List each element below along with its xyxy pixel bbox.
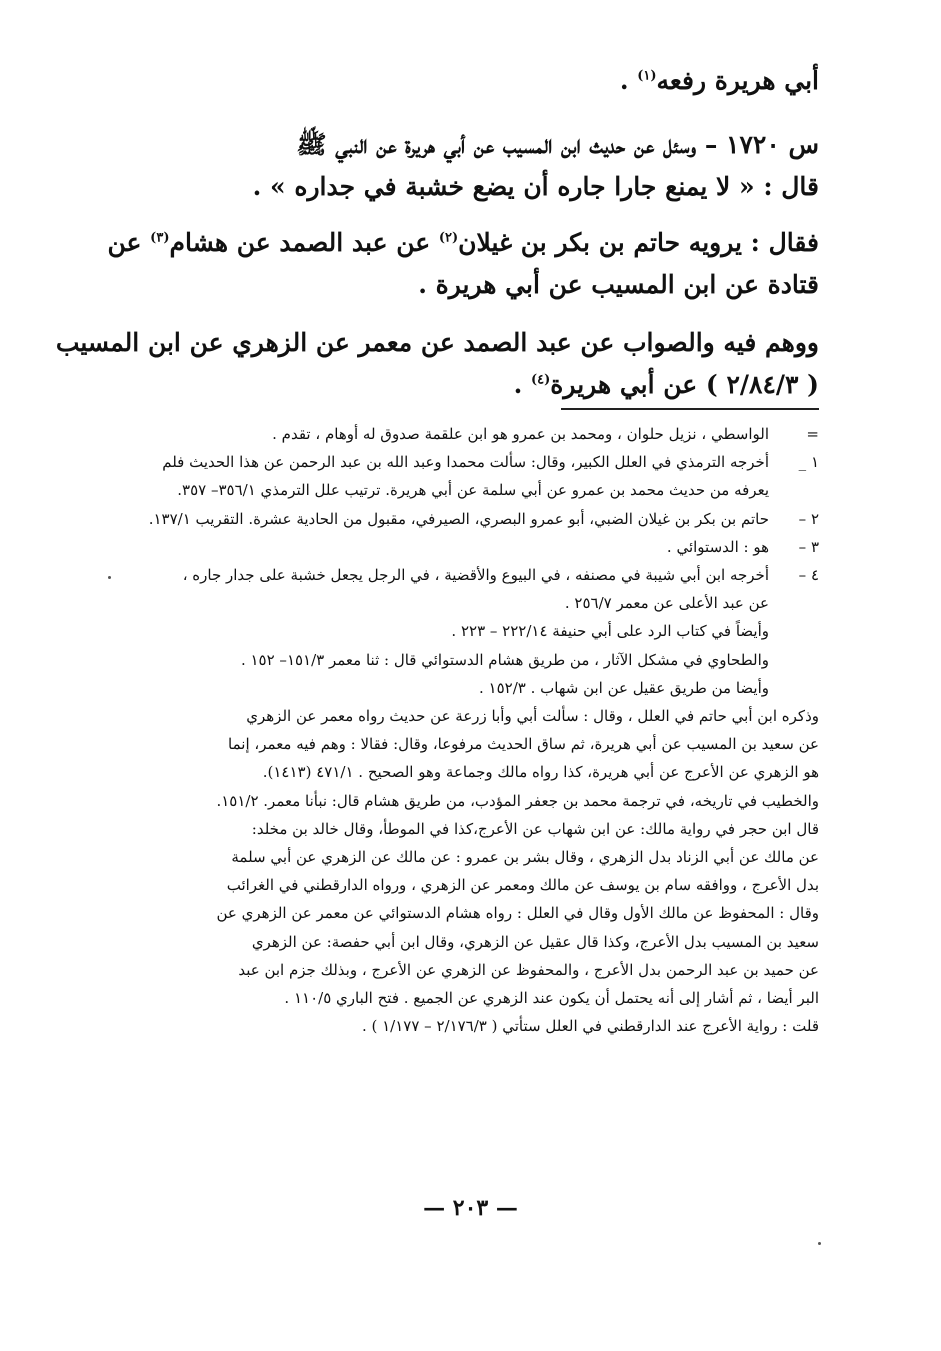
footnote-line [122,956,819,984]
footnote-text: عن حميد بن عبد الرحمن بدل الأعرج ، والمحفوظ عن الزهري عن الأعرج ، وبذلك جزم ابن عبد [238,960,819,979]
footnote-text: وقال : المحفوظ عن مالك الأول وقال في العلل : رواه هشام الدستوائي عن معمر عن الزهري عن [216,904,819,923]
footnote-text: بدل الأعرج ، ووافقه سام بن يوسف عن مالك ومعمر عن الزهري ، ورواه الدارقطني في الغرائب [226,876,819,895]
top-line-text: أبي هريرة رفعه [656,66,819,95]
conclusion-paragraph [55,322,819,406]
footnote-line [122,674,819,702]
footnotes [122,420,819,1040]
footnote-line [122,561,819,589]
footnote-line [122,646,819,674]
footnote-text: البر أيضا ، ثم أشار إلى أنه يحتمل أن يكون عند الزهري عن الجميع . فتح الباري ١١٠/٥ . [284,989,819,1008]
footnote-line [122,984,819,1012]
footnote-line [122,787,819,815]
footnote-text: سعيد بن المسيب بدل الأعرج، وكذا قال عقيل عن الزهري، وقال ابن أبي حفصة: عن الزهري [251,932,819,951]
footnote-line [122,505,819,533]
footnote-text: عن سعيد بن المسيب عن أبي هريرة، ثم ساق الحديث مرفوعا، وقال: فقالا : وهم فيه معمر، إنما [228,735,819,754]
footnote-text: هو : الدستوائي . [666,537,769,556]
footnote-text: والطحاوي في مشكل الآثار ، من طريق هشام الدستوائي قال : ثنا معمر ١٥١/٣– ١٥٢ . [240,650,769,669]
footnote-line [122,617,819,645]
footnote-text: الواسطي ، نزيل حلوان ، ومحمد بن عمرو هو ابن علقمة صدوق له أوهام ، تقدم . [272,425,769,443]
footnote-number: ١ _ [798,453,819,472]
footnote-text: حاتم بن بكر بن غيلان الضبي، أبو عمرو البصري، الصيرفي، مقبول من الحادية عشرة. التقريب ١٣٧/١. [148,509,769,528]
footnote-line [122,928,819,956]
question-paragraph [122,124,819,208]
footnote-text: عن مالك عن أبي الزناد بدل الزهري ، وقال بشر بن عمرو : عن مالك عن الزهري عن أبي سلمة [231,848,819,867]
answer-paragraph [107,222,819,306]
footnote-line [122,589,819,617]
footnote-text: وأيضاً في كتاب الرد على أبي حنيفة ٢٢٢/١٤ – ٢٢٣ . [451,622,769,641]
footnote-text: وأيضا من طريق عقيل عن ابن شهاب . ١٥٢/٣ . [479,678,769,697]
footnote-ref-4: (٤) [531,372,551,388]
footnote-number: = [806,425,819,443]
conclusion-text-b: . [513,370,531,399]
footnote-line [122,476,819,504]
conclusion-text-a: ( ٢/٨٤/٣ ) عن أبي هريرة [550,370,819,399]
question-line-1: س ١٧٢٠ – وسئل عن حديث ابن المسيب عن أبي هريرة عن النبي ﷺ [296,130,819,159]
footnote-line [122,815,819,843]
conclusion-line-1: ووهم فيه والصواب عن عبد الصمد عن معمر عن الزهري عن ابن المسيب [55,328,819,357]
footnote-line [122,899,819,927]
footnote-text: والخطيب في تاريخه، في ترجمة محمد بن جعفر المؤدب، من طريق هشام قال: نبأنا معمر. ١٥١/٢. [216,791,819,810]
footnote-line [122,871,819,899]
answer-line-1 [107,222,819,264]
footnote-text: هو الزهري عن الأعرج عن أبي هريرة، كذا رواه مالك وجماعة وهو الصحيح . ٤٧١/١ (١٤١٣). [262,763,819,782]
top-line [122,60,819,102]
footnote-text: قال ابن حجر في رواية مالك: عن ابن شهاب عن الأعرج،كذا في الموطأ، وقال خالد بن مخلد: [251,819,819,838]
answer-text-b: عن عبد الصمد عن هشام [169,228,439,257]
footnote-text: يعرفه من حديث محمد بن عمرو عن أبي سلمة عن أبي هريرة. ترتيب علل الترمذي ٣٥٦/١– ٣٥٧. [177,481,769,500]
footnote-line [122,1012,819,1040]
answer-text-a: فقال : يرويه حاتم بن بكر بن غيلان [458,228,819,257]
footnote-line [122,533,819,561]
footnote-line [122,420,819,448]
footnote-number: ٢ – [798,509,819,528]
footnote-text: قلت : رواية الأعرج عند الدارقطني في العلل ستأتي ( ٢/١٧٦/٣ – ١/١٧٧ ) . [361,1017,819,1036]
footnote-number: ٣ – [798,537,819,556]
scan-speck [818,1242,821,1245]
scan-speck [108,576,111,579]
conclusion-line-2 [122,364,819,406]
footnote-line [122,730,819,758]
footnote-line [122,758,819,786]
footnote-ref-3: (٣) [150,230,170,246]
footnote-line [122,448,819,476]
footnote-divider [561,408,819,410]
top-line-end: . [619,66,638,95]
footnote-line [122,843,819,871]
answer-text-c: عن [107,228,151,257]
answer-line-2: قتادة عن ابن المسيب عن أبي هريرة . [418,270,819,299]
footnote-text: عن عبد الأعلى عن معمر ٢٥٦/٧ . [564,594,769,613]
footnote-text: وذكره ابن أبي حاتم في العلل ، وقال : سألت أبي وأبا زرعة عن حديث رواه معمر عن الزهري [246,707,819,726]
footnote-line [122,702,819,730]
footnote-text: أخرجه الترمذي في العلل الكبير، وقال: سألت محمدا وعبد الله بن عبد الرحمن عن هذا الحديث فلم [162,453,769,472]
footnote-ref-2: (٢) [438,230,459,246]
footnote-number: ٤ – [798,566,819,585]
footnote-ref-1: (١) [637,68,657,84]
footnote-text: أخرجه ابن أبي شيبة في مصنفه ، في البيوع والأقضية ، في الرجل يجعل خشبة على جدار جاره ، [182,566,769,585]
question-line-2: قال : « لا يمنع جارا جاره أن يضع خشبة في جداره » . [252,172,819,201]
page-number: — ٢٠٣ — [423,1195,518,1221]
